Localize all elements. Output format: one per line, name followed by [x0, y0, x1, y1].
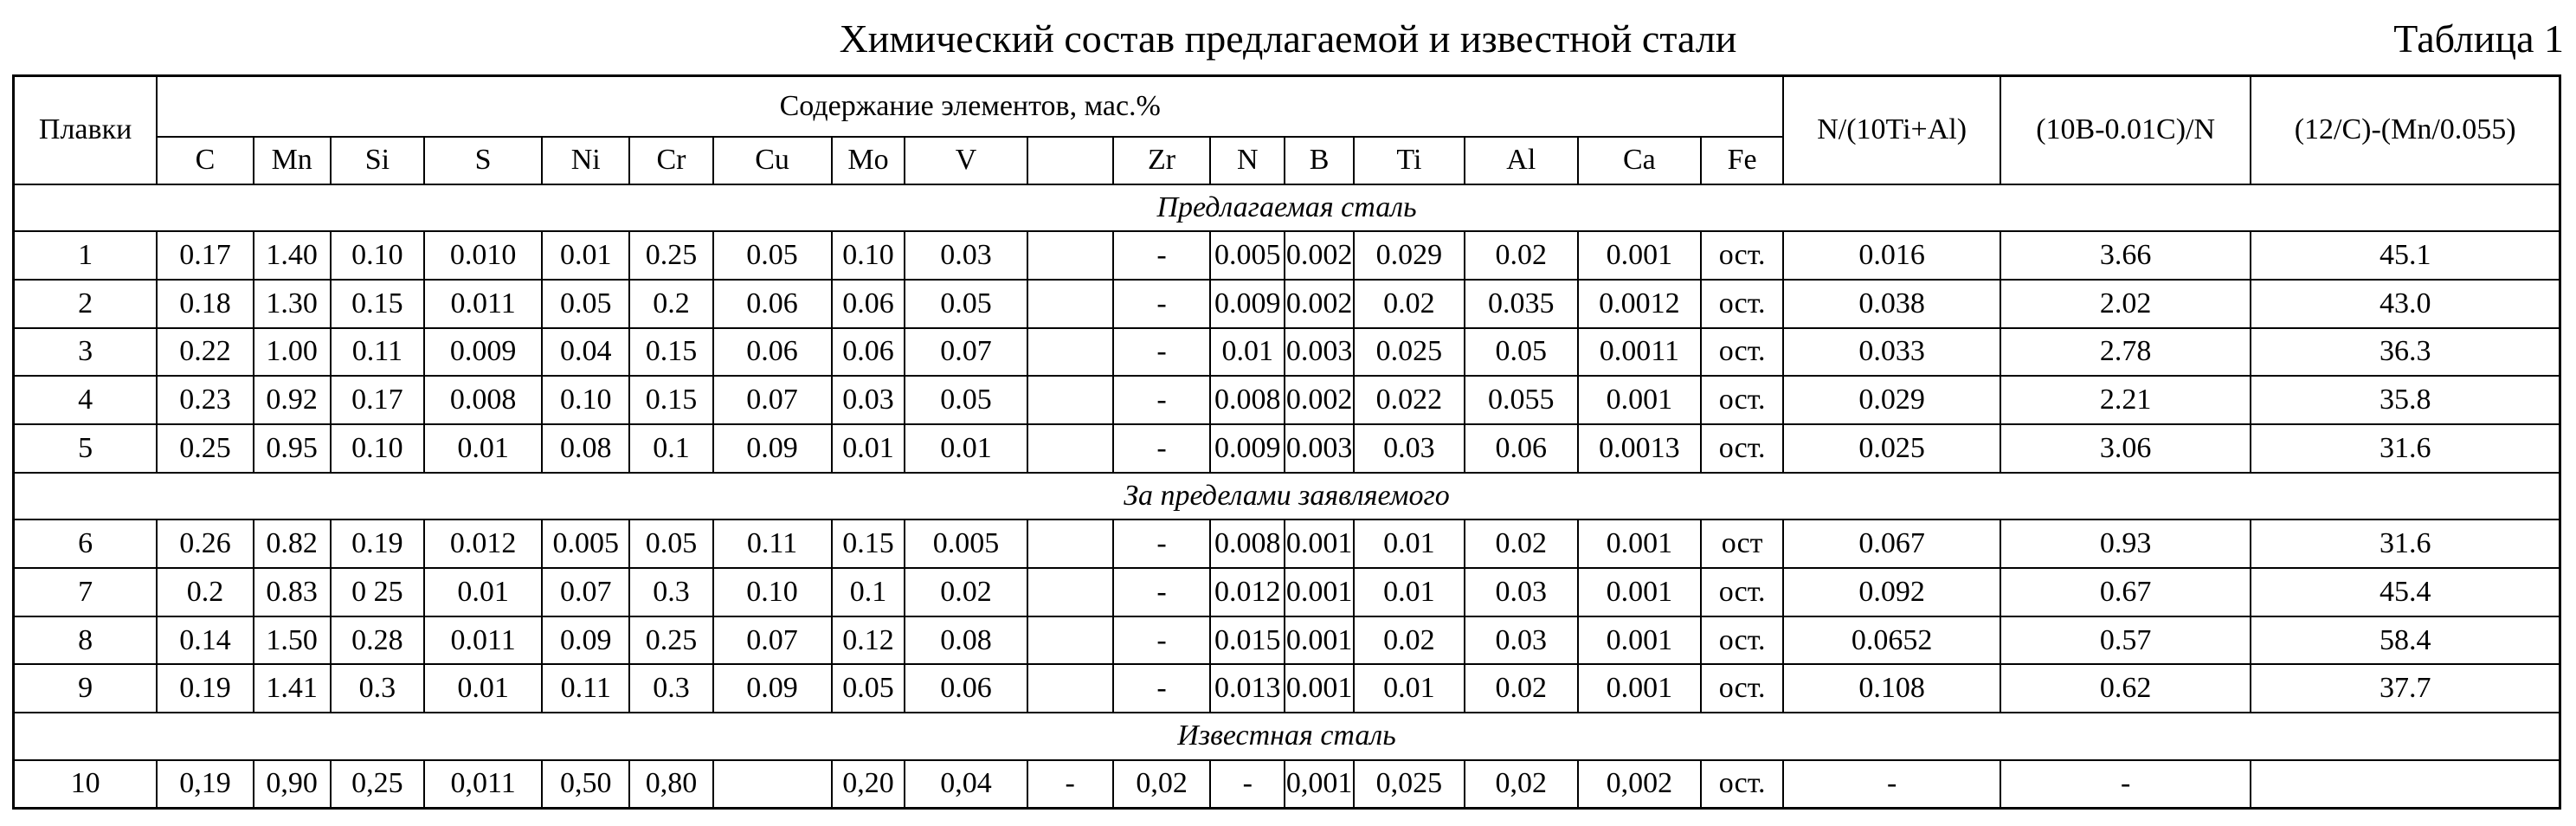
composition-cell: 0.009 — [424, 328, 542, 377]
composition-cell: 0.01 — [1354, 664, 1465, 713]
composition-cell: 0,002 — [1578, 760, 1701, 809]
composition-cell: 0.19 — [157, 664, 253, 713]
composition-cell: 0.010 — [424, 231, 542, 280]
composition-cell: 0.82 — [254, 519, 331, 568]
composition-cell: 0.01 — [905, 424, 1027, 473]
melt-number: 10 — [14, 760, 158, 809]
composition-cell: ост. — [1701, 616, 1783, 665]
element-header — [1027, 137, 1113, 184]
melt-number: 3 — [14, 328, 158, 377]
composition-cell: 0.002 — [1285, 376, 1354, 424]
section-row — [14, 713, 2560, 760]
composition-cell: 0.02 — [905, 568, 1027, 616]
composition-cell: 0,90 — [254, 760, 331, 809]
composition-cell: 0.08 — [542, 424, 629, 473]
composition-cell: 0.1 — [629, 424, 712, 473]
section-label: Известная сталь — [14, 713, 2560, 760]
melt-number: 1 — [14, 231, 158, 280]
composition-cell: 0.2 — [157, 568, 253, 616]
ratio-cell: 0.038 — [1783, 280, 2000, 328]
composition-cell: 0.0012 — [1578, 280, 1701, 328]
table-row — [14, 664, 2560, 713]
composition-cell — [1027, 376, 1113, 424]
composition-cell: 0.05 — [1465, 328, 1578, 377]
element-header: Ca — [1578, 137, 1701, 184]
composition-cell: 0,19 — [157, 760, 253, 809]
melt-number: 8 — [14, 616, 158, 665]
composition-cell: 0.03 — [832, 376, 905, 424]
composition-cell — [1027, 424, 1113, 473]
element-header: V — [905, 137, 1027, 184]
composition-cell: 0.26 — [157, 519, 253, 568]
composition-cell: 0.95 — [254, 424, 331, 473]
composition-cell: 0.09 — [542, 616, 629, 665]
composition-cell: 0.005 — [542, 519, 629, 568]
melt-number: 9 — [14, 664, 158, 713]
composition-cell — [1027, 568, 1113, 616]
composition-cell: 0.022 — [1354, 376, 1465, 424]
ratio-cell: 3.06 — [2000, 424, 2251, 473]
ratio-cell: 31.6 — [2251, 519, 2560, 568]
composition-cell: 0.001 — [1578, 231, 1701, 280]
composition-cell: - — [1113, 568, 1211, 616]
composition-cell: 0.25 — [157, 424, 253, 473]
composition-cell: 0.04 — [542, 328, 629, 377]
composition-cell: 0.001 — [1578, 376, 1701, 424]
melt-header: Плавки — [14, 76, 158, 184]
composition-cell: - — [1113, 664, 1211, 713]
table-row — [14, 280, 2560, 328]
composition-cell: - — [1113, 328, 1211, 377]
element-header: S — [424, 137, 542, 184]
composition-cell: 0.012 — [1210, 568, 1285, 616]
composition-cell: 0.013 — [1210, 664, 1285, 713]
composition-cell: 0.02 — [1354, 616, 1465, 665]
table-row — [14, 568, 2560, 616]
composition-cell: 0.03 — [1465, 616, 1578, 665]
section-label: За пределами заявляемого — [14, 473, 2560, 520]
composition-cell: ост. — [1701, 231, 1783, 280]
composition-cell: 0,001 — [1285, 760, 1354, 809]
ratio-cell: 31.6 — [2251, 424, 2560, 473]
composition-cell: 0.23 — [157, 376, 253, 424]
composition-cell: 0.05 — [832, 664, 905, 713]
composition-cell: 0.15 — [629, 376, 712, 424]
composition-cell — [1027, 664, 1113, 713]
composition-cell: 0.06 — [1465, 424, 1578, 473]
composition-cell: 0.05 — [713, 231, 832, 280]
ratio-cell: - — [1783, 760, 2000, 809]
composition-cell: 0.03 — [905, 231, 1027, 280]
composition-cell: 0.03 — [1465, 568, 1578, 616]
melt-number: 4 — [14, 376, 158, 424]
composition-cell: 0.05 — [629, 519, 712, 568]
composition-cell: ост — [1701, 519, 1783, 568]
element-header: Mo — [832, 137, 905, 184]
composition-cell: 0.25 — [629, 616, 712, 665]
composition-cell: 0.06 — [832, 328, 905, 377]
ratio-cell: 0.067 — [1783, 519, 2000, 568]
composition-cell: 0.07 — [713, 616, 832, 665]
composition-cell: 0.15 — [832, 519, 905, 568]
composition-cell: 0.05 — [905, 280, 1027, 328]
composition-cell — [713, 760, 832, 809]
composition-cell: 0.005 — [905, 519, 1027, 568]
content-header: Содержание элементов, мас.% — [157, 76, 1783, 137]
ratio-cell: 3.66 — [2000, 231, 2251, 280]
composition-cell — [1027, 231, 1113, 280]
composition-cell: 0.009 — [1210, 280, 1285, 328]
composition-cell: 0.25 — [629, 231, 712, 280]
composition-cell: 0,02 — [1465, 760, 1578, 809]
composition-cell: 0.02 — [1465, 664, 1578, 713]
composition-cell: 0.011 — [424, 280, 542, 328]
composition-cell: ост. — [1701, 328, 1783, 377]
table-row — [14, 616, 2560, 665]
composition-cell: 0.22 — [157, 328, 253, 377]
composition-cell: 0.01 — [1210, 328, 1285, 377]
composition-cell: ост. — [1701, 376, 1783, 424]
ratio-cell: 2.02 — [2000, 280, 2251, 328]
composition-cell: 0.14 — [157, 616, 253, 665]
composition-cell: 0,025 — [1354, 760, 1465, 809]
composition-cell: - — [1210, 760, 1285, 809]
composition-cell: 0.02 — [1354, 280, 1465, 328]
ratio-cell: 45.4 — [2251, 568, 2560, 616]
composition-cell: 0.01 — [1354, 519, 1465, 568]
composition-cell: 0.05 — [905, 376, 1027, 424]
composition-cell: 0.10 — [331, 424, 424, 473]
composition-cell: 0.001 — [1578, 519, 1701, 568]
ratio-cell: 58.4 — [2251, 616, 2560, 665]
composition-cell: 0,02 — [1113, 760, 1211, 809]
composition-cell: ост. — [1701, 664, 1783, 713]
ratio-cell: 0.57 — [2000, 616, 2251, 665]
composition-cell: 0.001 — [1578, 664, 1701, 713]
element-header: C — [157, 137, 253, 184]
element-header: Ni — [542, 137, 629, 184]
composition-cell: 0.01 — [1354, 568, 1465, 616]
composition-cell: 0.28 — [331, 616, 424, 665]
composition-cell: - — [1113, 376, 1211, 424]
composition-cell: 0.07 — [905, 328, 1027, 377]
composition-cell: 0.3 — [629, 568, 712, 616]
composition-cell: 0,80 — [629, 760, 712, 809]
composition-cell: 0.11 — [713, 519, 832, 568]
ratio-cell: - — [2000, 760, 2251, 809]
composition-cell: 0.10 — [331, 231, 424, 280]
ratio-cell: 0.67 — [2000, 568, 2251, 616]
composition-cell: 0.09 — [713, 664, 832, 713]
composition-cell: 0.001 — [1578, 568, 1701, 616]
composition-cell: 1.41 — [254, 664, 331, 713]
composition-cell: 0.06 — [832, 280, 905, 328]
composition-cell: 0.10 — [713, 568, 832, 616]
composition-cell: 0.10 — [542, 376, 629, 424]
composition-cell: - — [1113, 280, 1211, 328]
composition-cell: 0,20 — [832, 760, 905, 809]
composition-cell: 0.005 — [1210, 231, 1285, 280]
ratio-cell: 0.016 — [1783, 231, 2000, 280]
element-header: Zr — [1113, 137, 1211, 184]
table-row — [14, 760, 2560, 809]
composition-cell: 0.008 — [1210, 519, 1285, 568]
composition-cell: - — [1027, 760, 1113, 809]
composition-cell: 0.001 — [1285, 568, 1354, 616]
composition-cell: 0.0011 — [1578, 328, 1701, 377]
composition-cell: 0.09 — [713, 424, 832, 473]
table-title: Химический состав предлагаемой и известной стали — [839, 16, 1737, 61]
composition-cell: 0.12 — [832, 616, 905, 665]
composition-table — [12, 74, 2561, 810]
composition-cell: 0.001 — [1285, 664, 1354, 713]
element-header: Mn — [254, 137, 331, 184]
composition-cell: 1.50 — [254, 616, 331, 665]
composition-cell: 0.008 — [1210, 376, 1285, 424]
ratio-cell: 43.0 — [2251, 280, 2560, 328]
composition-cell: 0.83 — [254, 568, 331, 616]
element-header: Cr — [629, 137, 712, 184]
composition-cell: - — [1113, 616, 1211, 665]
composition-cell: 0,25 — [331, 760, 424, 809]
ratio-cell: 0.108 — [1783, 664, 2000, 713]
composition-cell: 0.10 — [832, 231, 905, 280]
ratio-cell: 0.092 — [1783, 568, 2000, 616]
composition-cell — [1027, 280, 1113, 328]
composition-cell: 0.17 — [331, 376, 424, 424]
composition-cell: 1.30 — [254, 280, 331, 328]
composition-cell: 0.2 — [629, 280, 712, 328]
composition-cell: - — [1113, 424, 1211, 473]
composition-cell: 0.01 — [424, 424, 542, 473]
composition-cell: 0.035 — [1465, 280, 1578, 328]
composition-cell: 1.40 — [254, 231, 331, 280]
element-header: Cu — [713, 137, 832, 184]
composition-cell: 0.012 — [424, 519, 542, 568]
composition-cell: 0.01 — [542, 231, 629, 280]
composition-cell: 0.02 — [1465, 519, 1578, 568]
composition-cell: 0.1 — [832, 568, 905, 616]
composition-cell: 0.01 — [424, 568, 542, 616]
composition-cell: 0.0013 — [1578, 424, 1701, 473]
composition-cell: - — [1113, 231, 1211, 280]
element-header: B — [1285, 137, 1354, 184]
composition-cell: 0.009 — [1210, 424, 1285, 473]
element-header: Fe — [1701, 137, 1783, 184]
composition-cell: 0.3 — [331, 664, 424, 713]
table-row — [14, 376, 2560, 424]
ratio-cell: 2.78 — [2000, 328, 2251, 377]
element-header: N — [1210, 137, 1285, 184]
melt-number: 7 — [14, 568, 158, 616]
composition-cell: ост. — [1701, 760, 1783, 809]
ratio-cell — [2251, 760, 2560, 809]
composition-cell — [1027, 519, 1113, 568]
element-header: Ti — [1354, 137, 1465, 184]
composition-cell: 0.02 — [1465, 231, 1578, 280]
melt-number: 6 — [14, 519, 158, 568]
composition-cell: 0.015 — [1210, 616, 1285, 665]
composition-cell: 0.06 — [713, 280, 832, 328]
table-row — [14, 424, 2560, 473]
composition-cell: 0.011 — [424, 616, 542, 665]
composition-cell — [1027, 616, 1113, 665]
composition-cell: 0.11 — [331, 328, 424, 377]
ratio-cell: 0.93 — [2000, 519, 2251, 568]
ratio-cell: 0.029 — [1783, 376, 2000, 424]
formula-header: (10B-0.01C)/N — [2000, 76, 2251, 184]
ratio-cell: 35.8 — [2251, 376, 2560, 424]
composition-cell: 0.01 — [424, 664, 542, 713]
composition-cell: 0.92 — [254, 376, 331, 424]
table-row — [14, 328, 2560, 377]
composition-cell: 0.05 — [542, 280, 629, 328]
composition-cell: 1.00 — [254, 328, 331, 377]
composition-cell: ост. — [1701, 280, 1783, 328]
ratio-cell: 37.7 — [2251, 664, 2560, 713]
section-row — [14, 184, 2560, 232]
composition-cell: 0.001 — [1285, 616, 1354, 665]
composition-cell: 0,011 — [424, 760, 542, 809]
composition-cell: 0.001 — [1578, 616, 1701, 665]
composition-cell: 0.17 — [157, 231, 253, 280]
composition-cell: 0.003 — [1285, 424, 1354, 473]
composition-cell: 0.19 — [331, 519, 424, 568]
melt-number: 5 — [14, 424, 158, 473]
composition-cell: 0.03 — [1354, 424, 1465, 473]
table-row — [14, 519, 2560, 568]
ratio-cell: 2.21 — [2000, 376, 2251, 424]
composition-cell: 0.06 — [905, 664, 1027, 713]
ratio-cell: 36.3 — [2251, 328, 2560, 377]
section-row — [14, 473, 2560, 520]
composition-cell: 0.08 — [905, 616, 1027, 665]
composition-cell: 0.025 — [1354, 328, 1465, 377]
composition-cell: ост. — [1701, 568, 1783, 616]
composition-cell: 0.07 — [542, 568, 629, 616]
melt-number: 2 — [14, 280, 158, 328]
ratio-cell: 45.1 — [2251, 231, 2560, 280]
ratio-cell: 0.62 — [2000, 664, 2251, 713]
element-header: Si — [331, 137, 424, 184]
composition-cell: 0.18 — [157, 280, 253, 328]
composition-cell: 0,04 — [905, 760, 1027, 809]
composition-cell: 0,50 — [542, 760, 629, 809]
ratio-cell: 0.0652 — [1783, 616, 2000, 665]
composition-cell: ост. — [1701, 424, 1783, 473]
composition-cell: 0.01 — [832, 424, 905, 473]
composition-cell: 0.029 — [1354, 231, 1465, 280]
composition-cell: 0.003 — [1285, 328, 1354, 377]
composition-cell: 0.3 — [629, 664, 712, 713]
ratio-cell: 0.033 — [1783, 328, 2000, 377]
section-label: Предлагаемая сталь — [14, 184, 2560, 232]
element-header: Al — [1465, 137, 1578, 184]
table-row — [14, 231, 2560, 280]
composition-cell: 0.008 — [424, 376, 542, 424]
composition-cell: 0.055 — [1465, 376, 1578, 424]
composition-cell: 0.15 — [629, 328, 712, 377]
formula-header: N/(10Ti+Al) — [1783, 76, 2000, 184]
composition-cell: 0.001 — [1285, 519, 1354, 568]
table-number: Таблица 1 — [2393, 16, 2564, 61]
formula-header: (12/C)-(Mn/0.055) — [2251, 76, 2560, 184]
composition-cell: 0.15 — [331, 280, 424, 328]
composition-cell: - — [1113, 519, 1211, 568]
ratio-cell: 0.025 — [1783, 424, 2000, 473]
composition-cell: 0.002 — [1285, 231, 1354, 280]
composition-cell: 0.06 — [713, 328, 832, 377]
composition-cell — [1027, 328, 1113, 377]
composition-cell: 0.11 — [542, 664, 629, 713]
composition-cell: 0 25 — [331, 568, 424, 616]
composition-cell: 0.07 — [713, 376, 832, 424]
composition-cell: 0.002 — [1285, 280, 1354, 328]
